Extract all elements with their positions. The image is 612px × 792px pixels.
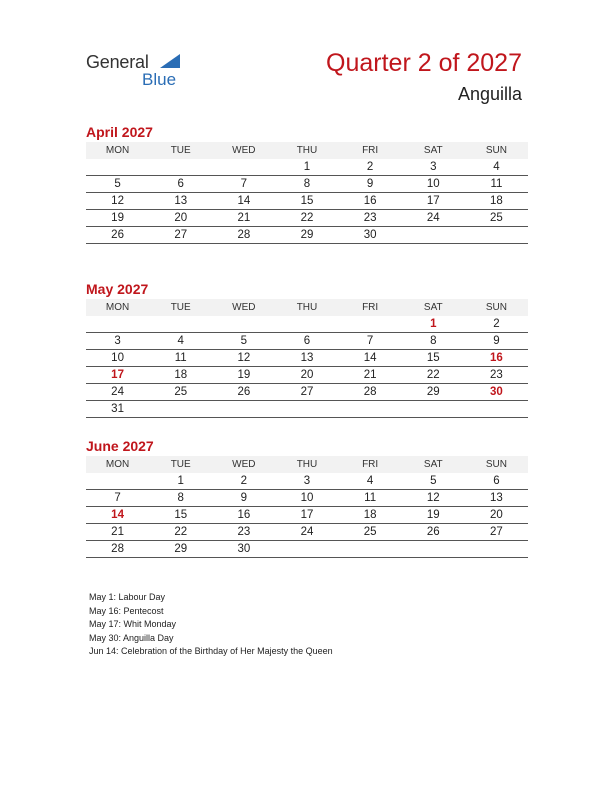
month-june	[86, 436, 528, 558]
day-cell: 9	[212, 490, 275, 507]
empty-day-cell	[149, 316, 212, 333]
day-cell: 8	[149, 490, 212, 507]
week-row	[86, 333, 528, 350]
empty-day-cell	[339, 541, 402, 558]
weekday-header: SAT	[402, 456, 465, 473]
weekday-header: WED	[212, 142, 275, 159]
day-cell: 6	[275, 333, 338, 350]
weekday-header-row	[86, 299, 528, 316]
day-cell: 7	[339, 333, 402, 350]
day-cell: 24	[275, 524, 338, 541]
day-cell: 2	[339, 159, 402, 176]
calendar-grid	[86, 299, 528, 418]
empty-day-cell	[275, 401, 338, 418]
day-cell: 13	[275, 350, 338, 367]
day-cell: 23	[465, 367, 528, 384]
day-cell: 15	[402, 350, 465, 367]
weekday-header: TUE	[149, 299, 212, 316]
empty-day-cell	[339, 316, 402, 333]
day-cell: 18	[339, 507, 402, 524]
day-cell: 13	[465, 490, 528, 507]
week-row	[86, 473, 528, 490]
day-cell: 17	[86, 367, 149, 384]
day-cell: 5	[86, 176, 149, 193]
weekday-header: WED	[212, 456, 275, 473]
day-cell: 6	[465, 473, 528, 490]
day-cell: 22	[275, 210, 338, 227]
month-title: April 2027	[86, 124, 153, 140]
empty-day-cell	[339, 401, 402, 418]
day-cell: 16	[212, 507, 275, 524]
day-cell: 18	[149, 367, 212, 384]
day-cell: 4	[339, 473, 402, 490]
logo-text-blue: Blue	[142, 70, 177, 89]
day-cell: 11	[149, 350, 212, 367]
empty-day-cell	[275, 316, 338, 333]
day-cell: 30	[212, 541, 275, 558]
day-cell: 27	[149, 227, 212, 244]
holiday-entry: May 30: Anguilla Day	[89, 632, 174, 643]
day-cell: 1	[149, 473, 212, 490]
day-cell: 6	[149, 176, 212, 193]
empty-day-cell	[86, 159, 149, 176]
weekday-header: SUN	[465, 142, 528, 159]
empty-day-cell	[402, 401, 465, 418]
week-row	[86, 401, 528, 418]
day-cell: 30	[465, 384, 528, 401]
day-cell: 5	[402, 473, 465, 490]
day-cell: 14	[212, 193, 275, 210]
empty-day-cell	[212, 159, 275, 176]
day-cell: 15	[275, 193, 338, 210]
day-cell: 21	[86, 524, 149, 541]
day-cell: 21	[212, 210, 275, 227]
day-cell: 22	[149, 524, 212, 541]
day-cell: 22	[402, 367, 465, 384]
day-cell: 23	[339, 210, 402, 227]
day-cell: 17	[275, 507, 338, 524]
month-may	[86, 279, 528, 418]
weekday-header: THU	[275, 299, 338, 316]
day-cell: 2	[465, 316, 528, 333]
logo-triangle-icon	[160, 54, 180, 68]
weekday-header: THU	[275, 456, 338, 473]
day-cell: 15	[149, 507, 212, 524]
day-cell: 8	[275, 176, 338, 193]
week-row	[86, 490, 528, 507]
empty-day-cell	[402, 227, 465, 244]
month-title: May 2027	[86, 281, 149, 297]
weekday-header-row	[86, 456, 528, 473]
day-cell: 14	[339, 350, 402, 367]
page-title: Quarter 2 of 2027	[326, 49, 522, 77]
day-cell: 10	[275, 490, 338, 507]
day-cell: 2	[212, 473, 275, 490]
weekday-header: SAT	[402, 299, 465, 316]
week-row	[86, 384, 528, 401]
day-cell: 7	[212, 176, 275, 193]
day-cell: 27	[275, 384, 338, 401]
week-row	[86, 541, 528, 558]
weekday-header: FRI	[339, 299, 402, 316]
empty-day-cell	[275, 541, 338, 558]
day-cell: 27	[465, 524, 528, 541]
day-cell: 12	[212, 350, 275, 367]
empty-day-cell	[212, 401, 275, 418]
day-cell: 4	[465, 159, 528, 176]
week-row	[86, 159, 528, 176]
weekday-header: MON	[86, 456, 149, 473]
week-row	[86, 524, 528, 541]
empty-day-cell	[465, 541, 528, 558]
day-cell: 12	[86, 193, 149, 210]
day-cell: 9	[339, 176, 402, 193]
day-cell: 28	[86, 541, 149, 558]
day-cell: 8	[402, 333, 465, 350]
day-cell: 20	[149, 210, 212, 227]
day-cell: 16	[339, 193, 402, 210]
day-cell: 24	[86, 384, 149, 401]
day-cell: 28	[212, 227, 275, 244]
calendar-grid	[86, 142, 528, 244]
day-cell: 19	[212, 367, 275, 384]
weekday-header: FRI	[339, 142, 402, 159]
day-cell: 20	[465, 507, 528, 524]
empty-day-cell	[465, 227, 528, 244]
day-cell: 5	[212, 333, 275, 350]
week-row	[86, 507, 528, 524]
weekday-header: FRI	[339, 456, 402, 473]
empty-day-cell	[86, 473, 149, 490]
empty-day-cell	[212, 316, 275, 333]
week-row	[86, 176, 528, 193]
day-cell: 1	[275, 159, 338, 176]
day-cell: 28	[339, 384, 402, 401]
day-cell: 26	[402, 524, 465, 541]
holiday-list	[89, 591, 333, 659]
day-cell: 17	[402, 193, 465, 210]
day-cell: 25	[339, 524, 402, 541]
day-cell: 7	[86, 490, 149, 507]
day-cell: 26	[86, 227, 149, 244]
empty-day-cell	[149, 401, 212, 418]
day-cell: 29	[149, 541, 212, 558]
day-cell: 19	[86, 210, 149, 227]
week-row	[86, 350, 528, 367]
month-april	[86, 122, 528, 244]
week-row	[86, 210, 528, 227]
week-row	[86, 316, 528, 333]
day-cell: 1	[402, 316, 465, 333]
generalblue-logo	[86, 50, 186, 90]
day-cell: 18	[465, 193, 528, 210]
day-cell: 3	[86, 333, 149, 350]
day-cell: 4	[149, 333, 212, 350]
weekday-header: WED	[212, 299, 275, 316]
month-title: June 2027	[86, 438, 154, 454]
holiday-entry: May 17: Whit Monday	[89, 619, 177, 629]
logo-text-general: General	[86, 52, 149, 72]
weekday-header: THU	[275, 142, 338, 159]
day-cell: 29	[275, 227, 338, 244]
day-cell: 25	[149, 384, 212, 401]
holiday-entry: Jun 14: Celebration of the Birthday of Her Majesty the Queen	[89, 646, 333, 656]
day-cell: 25	[465, 210, 528, 227]
weekday-header: SAT	[402, 142, 465, 159]
weekday-header: SUN	[465, 456, 528, 473]
day-cell: 31	[86, 401, 149, 418]
day-cell: 9	[465, 333, 528, 350]
day-cell: 3	[402, 159, 465, 176]
day-cell: 11	[339, 490, 402, 507]
weekday-header: TUE	[149, 456, 212, 473]
week-row	[86, 367, 528, 384]
weekday-header: SUN	[465, 299, 528, 316]
day-cell: 20	[275, 367, 338, 384]
day-cell: 29	[402, 384, 465, 401]
day-cell: 26	[212, 384, 275, 401]
weekday-header: TUE	[149, 142, 212, 159]
holiday-entry: May 1: Labour Day	[89, 592, 166, 602]
weekday-header-row	[86, 142, 528, 159]
day-cell: 30	[339, 227, 402, 244]
day-cell: 13	[149, 193, 212, 210]
holiday-entry: May 16: Pentecost	[89, 605, 164, 616]
day-cell: 16	[465, 350, 528, 367]
day-cell: 3	[275, 473, 338, 490]
day-cell: 19	[402, 507, 465, 524]
day-cell: 12	[402, 490, 465, 507]
calendar-grid	[86, 456, 528, 558]
empty-day-cell	[149, 159, 212, 176]
country-name: Anguilla	[457, 84, 522, 104]
day-cell: 21	[339, 367, 402, 384]
day-cell: 24	[402, 210, 465, 227]
day-cell: 10	[86, 350, 149, 367]
day-cell: 11	[465, 176, 528, 193]
day-cell: 23	[212, 524, 275, 541]
weekday-header: MON	[86, 299, 149, 316]
weekday-header: MON	[86, 142, 149, 159]
empty-day-cell	[402, 541, 465, 558]
day-cell: 10	[402, 176, 465, 193]
empty-day-cell	[465, 401, 528, 418]
empty-day-cell	[86, 316, 149, 333]
week-row	[86, 193, 528, 210]
day-cell: 14	[86, 507, 149, 524]
week-row	[86, 227, 528, 244]
